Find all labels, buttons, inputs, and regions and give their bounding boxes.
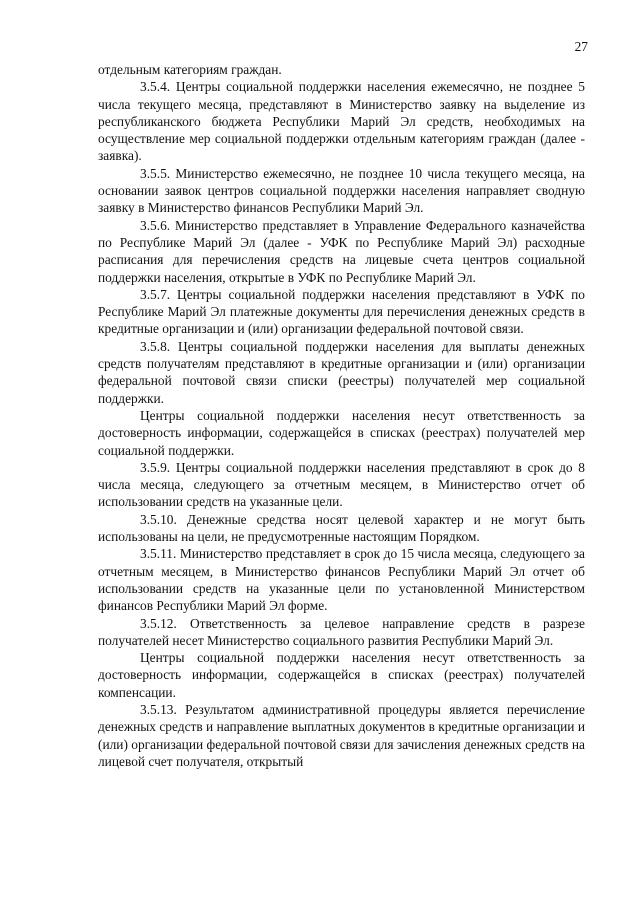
paragraph-3-5-10: 3.5.10. Денежные средства носят целевой характер и не могут быть использованы на цели, не предусмотренные настоящим Порядком. xyxy=(98,511,585,545)
paragraph-3-5-13: 3.5.13. Результатом административной процедуры является перечисление денежных средств и направление выплатных документов в кредитные организации и (или) организации федеральной почтовой связи для зачисления денежных средств на лицевой счет получателя, открытый xyxy=(98,701,585,769)
paragraph-continuation: отдельным категориям граждан. xyxy=(98,62,282,77)
paragraph-3-5-12: 3.5.12. Ответственность за целевое направление средств в разрезе получателей несет Министерство социального развития Республики Марий Эл. xyxy=(98,615,585,648)
paragraph-3-5-4: 3.5.4. Центры социальной поддержки населения ежемесячно, не позднее 5 числа текущего месяца, представляют в Министерство заявку на выделение из республиканского бюджета Республики Марий Эл средств, необходимых на осуществление мер социальной поддержки отдельным категориям граждан (далее - заявка). xyxy=(98,79,585,164)
page-number: 27 xyxy=(574,39,588,54)
paragraph-responsibility-2: Центры социальной поддержки населения несут ответственность за достоверность информации, содержащейся в списках (реестрах) получателей компенсации. xyxy=(98,650,585,700)
paragraph-3-5-8: 3.5.8. Центры социальной поддержки населения для выплаты денежных средств получателям представляют в кредитные организации и (или) организации федеральной почтовой связи списки (реестры) получателей мер социальной поддержки. xyxy=(98,338,585,406)
document-body xyxy=(98,61,585,770)
paragraph-responsibility-1: Центры социальной поддержки населения несут ответственность за достоверность информации, содержащейся в списках (реестрах) получателей мер социальной поддержки. xyxy=(98,407,585,458)
paragraph-3-5-9: 3.5.9. Центры социальной поддержки населения представляют в срок до 8 числа месяца, следующего за отчетным месяцем, в Министерство отчет об использовании средств на указанные цели. xyxy=(98,459,585,510)
paragraph-3-5-7: 3.5.7. Центры социальной поддержки населения представляют в УФК по Республике Марий Эл платежные документы для перечисления денежных средств в кредитные организации и (или) организации федеральной почтовой связи. xyxy=(98,286,585,337)
paragraph-3-5-5: 3.5.5. Министерство ежемесячно, не позднее 10 числа текущего месяца, на основании заявок центров социальной поддержки населения направляет сводную заявку в Министерство финансов Республики Марий Эл. xyxy=(98,165,585,216)
paragraph-3-5-6: 3.5.6. Министерство представляет в Управление Федерального казначейства по Республике Марий Эл (далее - УФК по Республике Марий Эл) расходные расписания для перечисления средств на лицевые счета центров социальной поддержки населения, открытые в УФК по Республике Марий Эл. xyxy=(98,217,585,285)
paragraph-3-5-11: 3.5.11. Министерство представляет в срок до 15 числа месяца, следующего за отчетным месяцем, в Министерство финансов Республики Марий Эл отчет об использовании средств на указанные цели по установленной Министерством финансов Республики Марий Эл форме. xyxy=(98,546,585,614)
